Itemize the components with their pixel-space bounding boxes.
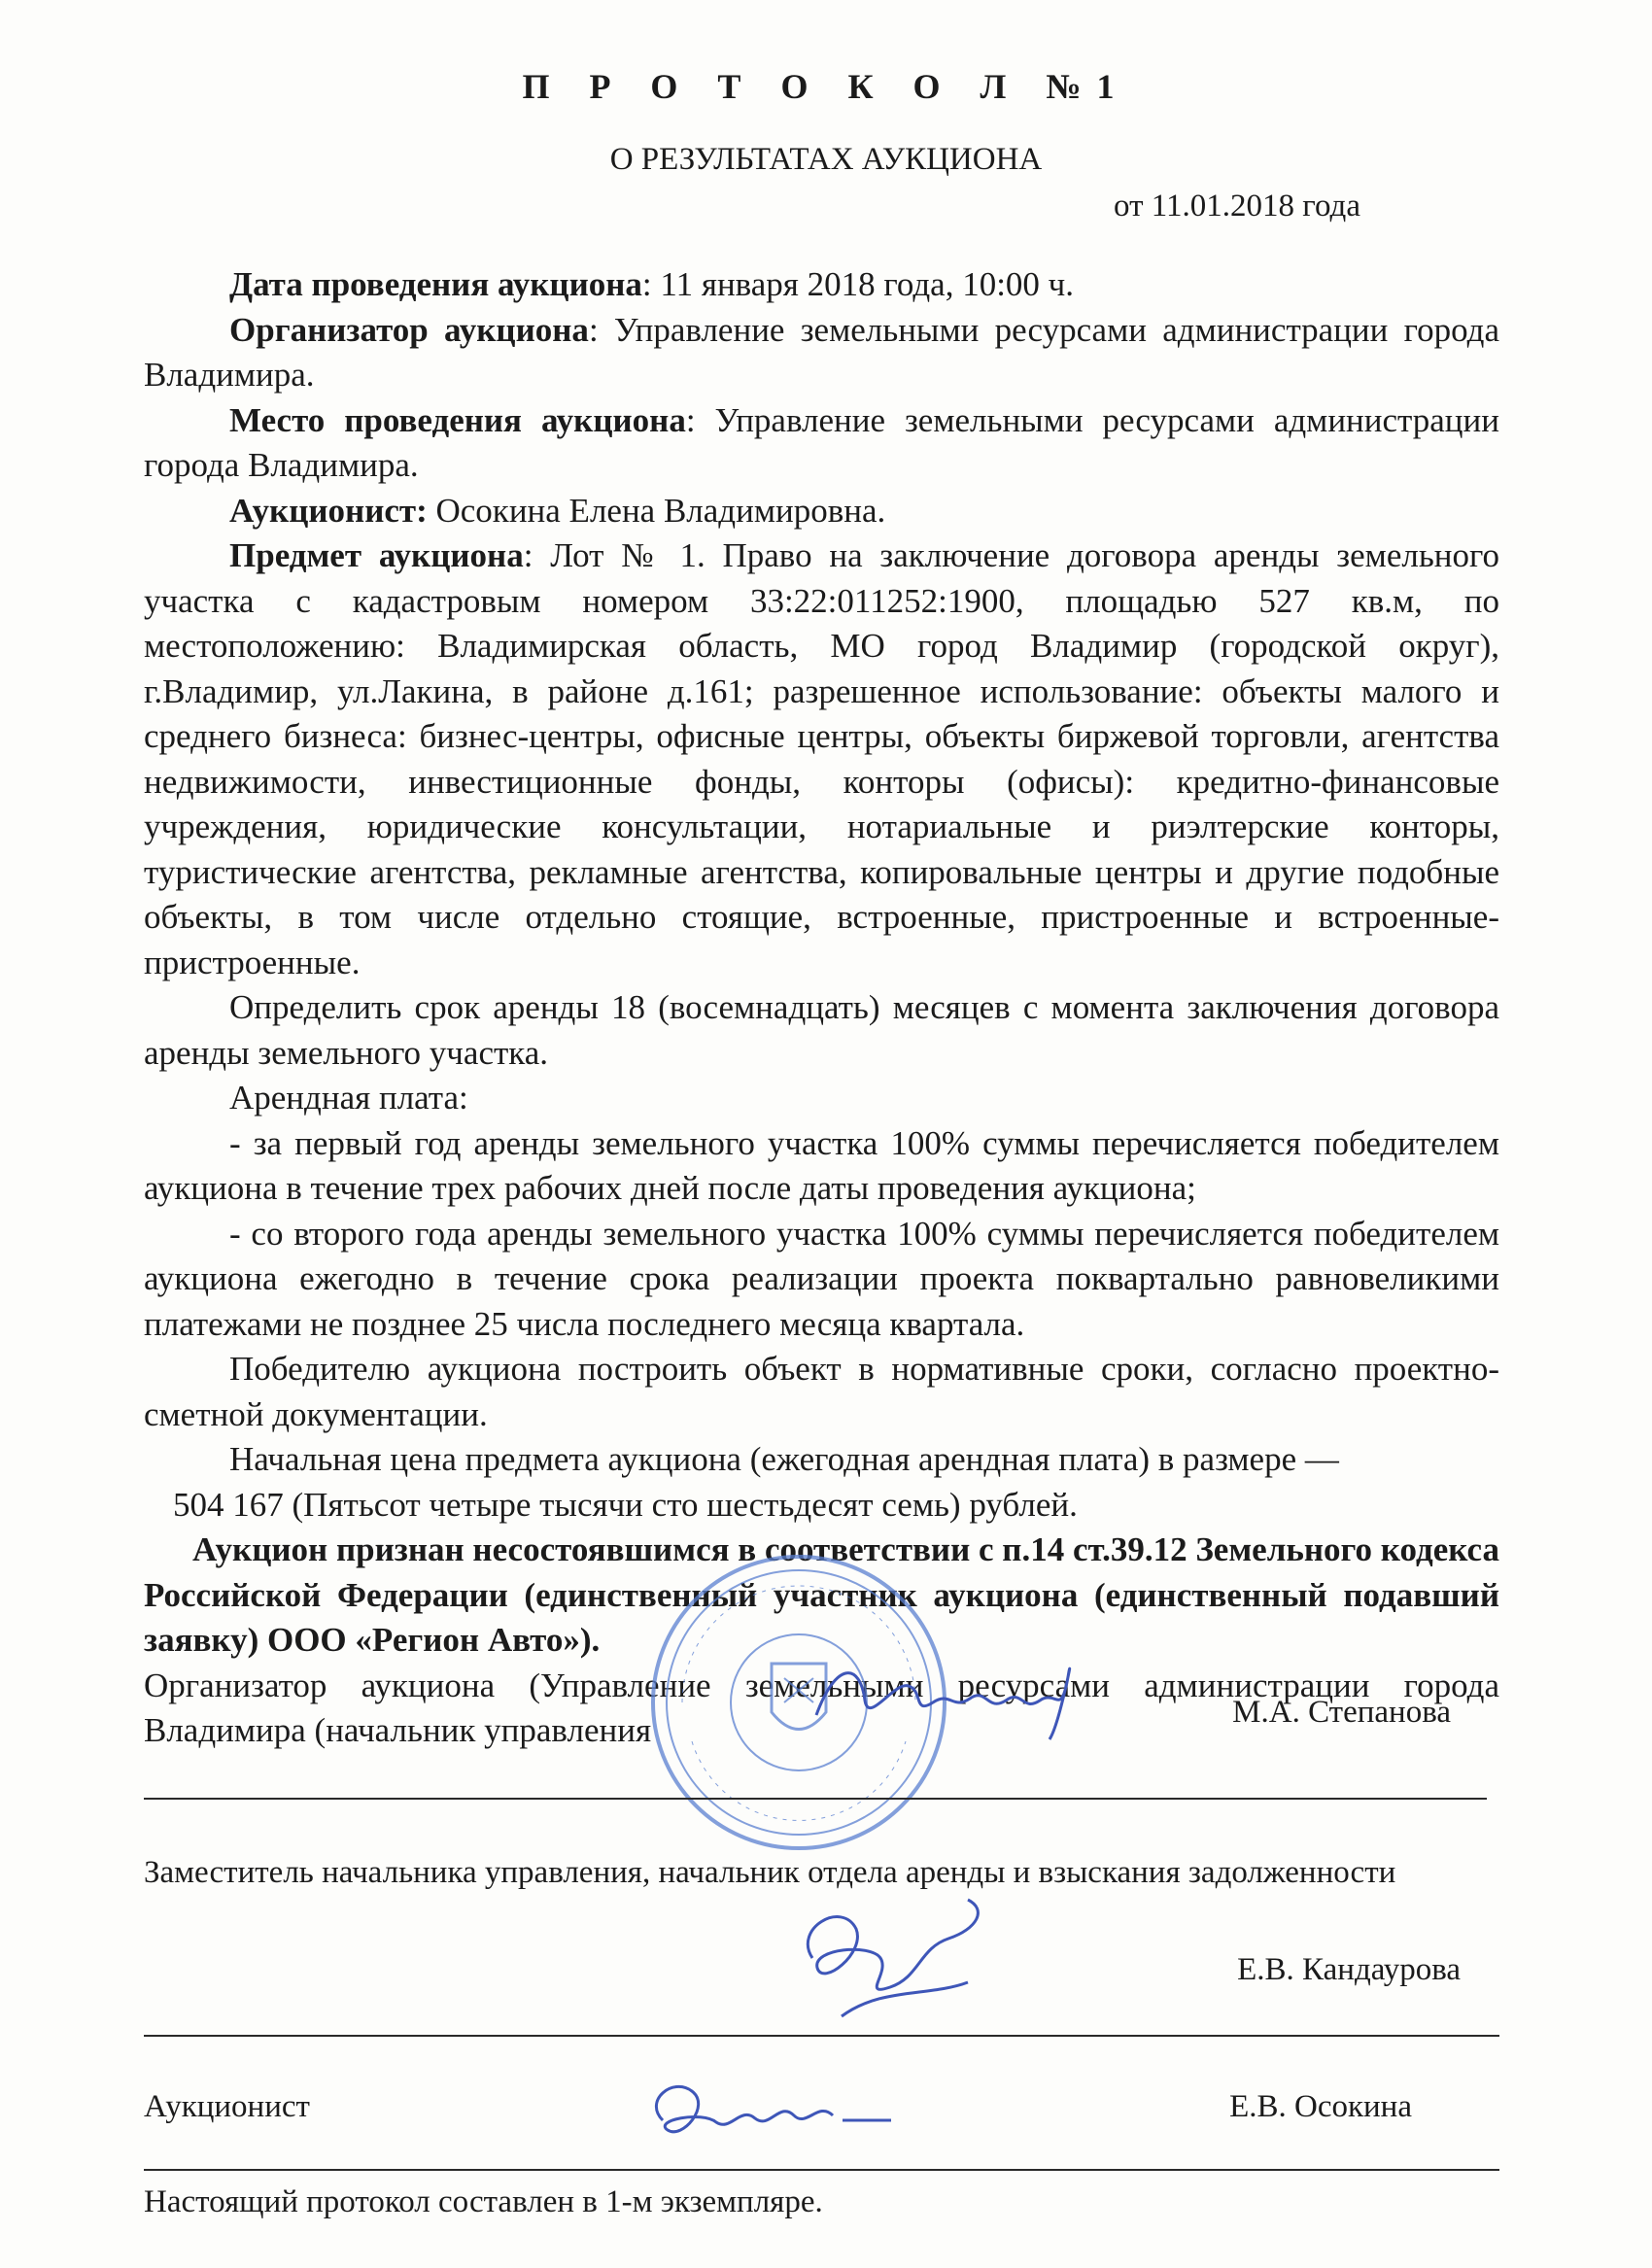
divider-2 [144,2035,1499,2037]
subject-label: Предмет аукциона [229,536,524,574]
rent-first-year-paragraph: - за первый год аренды земельного участка 100% суммы перечисляется победителем аукциона в течение трех рабочих дней после даты проведения аукциона; [144,1123,1499,1207]
organizer-label: Организатор аукциона [229,310,589,349]
auctioneer-line [144,489,1499,534]
construction-paragraph: Победителю аукциона построить объект в нормативные сроки, согласно проектно-сметной документации. [144,1350,1499,1433]
place-line [144,398,1499,489]
head-name: М.А. Степанова [1232,1695,1451,1730]
lease-term-paragraph: Определить срок аренды 18 (восемнадцать) месяцев с момента заключения договора аренды земельного участка. [144,988,1499,1072]
head-sign-row [144,1691,1499,1734]
organizer-line [144,308,1499,398]
auctioneer-name: Е.В. Осокина [1229,2089,1412,2124]
place-label: Место проведения аукциона [229,400,686,439]
start-price-line-1: Начальная цена предмета аукциона (ежегодная арендная плата) в размере — [229,1440,1339,1478]
rent-second-year-paragraph: - со второго года аренды земельного участка 100% суммы перечисляется победителем аукциона ежегодно в течение срока реализации проекта поквартально равновеликими платежами не позднее 25 числа последнего месяца квартала. [144,1214,1499,1343]
rent-heading: Арендная плата: [229,1079,468,1117]
deputy-sign-row [144,1948,1499,1991]
document-body [144,262,1499,1754]
deputy-title: Заместитель начальника управления, начальник отдела аренды и взыскания задолженности [144,1855,1396,1890]
subject-paragraph [144,533,1499,985]
footer-note: Настоящий протокол составлен в 1-м экземпляре. [144,2184,823,2219]
auction-date-line [144,262,1499,308]
auction-date-label: Дата проведения аукциона [229,265,642,303]
auctioneer-label: Аукционист: [229,491,428,530]
auctioneer-value: Осокина Елена Владимировна. [427,491,886,530]
deputy-name: Е.В. Кандаурова [1237,1952,1461,1987]
document-title: П Р О Т О К О Л №1 [522,67,1130,106]
document-subtitle: О РЕЗУЛЬТАТАХ АУКЦИОНА [609,142,1043,177]
document-date: от 11.01.2018 года [1114,189,1360,223]
place-value: : Управление земельными ресурсами администрации города Владимира. [144,400,1499,484]
organizer-sign-text: Организатор аукциона (Управление земельными ресурсами администрации города Владимира (начальник управления [144,1666,1499,1749]
start-price-line-2: 504 167 (Пятьсот четыре тысячи сто шестьдесят семь) рублей. [173,1485,1078,1524]
subject-value: : Лот № 1. Право на заключение договора аренды земельного участка с кадастровым номером 33:22:011252:1900, площадью 527 кв.м, по местоположению: Владимирская область, МО город Владимир (городской округ), г.Владимир, ул.Лакина, в районе д.161; разрешенное использование: объекты малого и среднего бизнеса: бизнес-центры, офисные центры, объекты биржевой торговли, агентства недвижимости, инвестиционные фонды, конторы (офисы): кредитно-финансовые учреждения, юридические консультации, нотариальные и риэлтерские конторы, туристические агентства, рекламные агентства, копировальные центры и другие подобные объекты, в том числе отдельно стоящие, встроенные, пристроенные и встроенные-пристроенные. [144,536,1499,981]
result-paragraph: Аукцион признан несостоявшимся в соответствии с п.14 ст.39.12 Земельного кодекса Российской Федерации (единственный участник аукциона (единственный подавший заявку) ООО «Регион Авто»). [144,1530,1499,1659]
divider-3 [144,2169,1499,2171]
auctioneer-sign-row [144,2085,1499,2128]
deputy-sign-block [144,1851,1499,1894]
auction-date-value: : 11 января 2018 года, 10:00 ч. [641,265,1075,303]
auctioneer-title: Аукционист [144,2089,310,2124]
divider-1 [144,1798,1487,1800]
organizer-value: : Управление земельными ресурсами администрации города Владимира. [144,310,1499,394]
